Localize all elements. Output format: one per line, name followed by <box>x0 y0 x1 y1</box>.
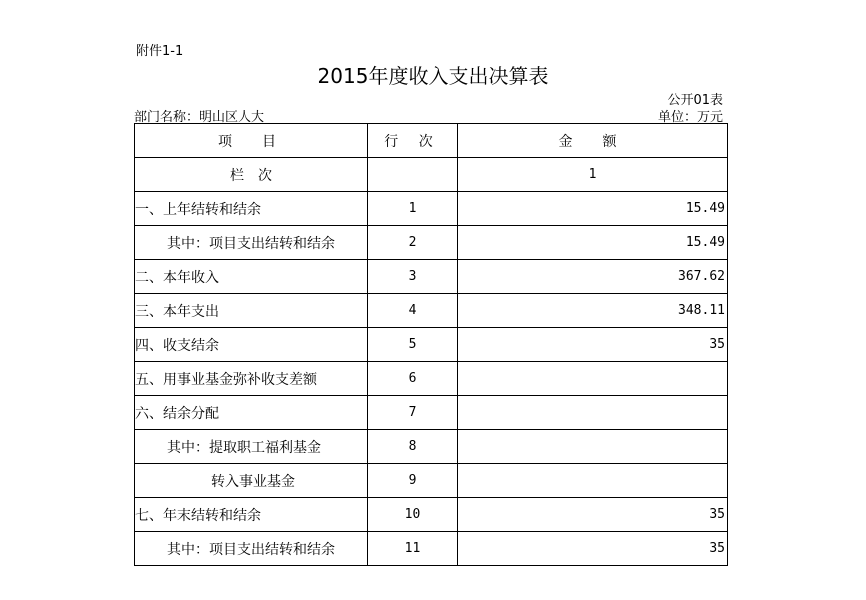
row-line: 1 <box>368 192 458 226</box>
row-amount <box>458 464 728 498</box>
column-number-row <box>135 158 728 192</box>
row-amount: 35 <box>458 498 728 532</box>
row-amount <box>458 396 728 430</box>
row-item: 四、收支结余 <box>135 328 368 362</box>
header-item: 项 目 <box>135 124 368 158</box>
row-line: 2 <box>368 226 458 260</box>
row-line: 8 <box>368 430 458 464</box>
header-amount: 金 额 <box>458 124 728 158</box>
row-amount: 367.62 <box>458 260 728 294</box>
col-label: 栏 次 <box>135 158 368 192</box>
table-row <box>135 532 728 566</box>
row-item: 其中：项目支出结转和结余 <box>135 532 368 566</box>
table-header-row <box>135 124 728 158</box>
page-title: 2015年度收入支出决算表 <box>317 64 549 88</box>
row-amount <box>458 430 728 464</box>
table-row <box>135 294 728 328</box>
department-name: 部门名称：明山区人大 <box>134 110 265 125</box>
table-row <box>135 396 728 430</box>
row-amount: 35 <box>458 328 728 362</box>
row-item: 二、本年收入 <box>135 260 368 294</box>
table-row <box>135 226 728 260</box>
table-row <box>135 362 728 396</box>
table-row <box>135 430 728 464</box>
row-item: 其中：提取职工福利基金 <box>135 430 368 464</box>
row-line: 9 <box>368 464 458 498</box>
budget-table <box>134 123 728 566</box>
row-amount: 15.49 <box>458 226 728 260</box>
row-line: 5 <box>368 328 458 362</box>
row-item: 六、结余分配 <box>135 396 368 430</box>
table-row <box>135 192 728 226</box>
col-line <box>368 158 458 192</box>
row-line: 11 <box>368 532 458 566</box>
row-line: 3 <box>368 260 458 294</box>
row-item: 转入事业基金 <box>135 464 368 498</box>
row-amount: 35 <box>458 532 728 566</box>
row-item: 其中：项目支出结转和结余 <box>135 226 368 260</box>
row-item: 三、本年支出 <box>135 294 368 328</box>
table-row <box>135 498 728 532</box>
form-code: 公开01表 <box>667 93 723 108</box>
header-line: 行 次 <box>368 124 458 158</box>
row-amount: 15.49 <box>458 192 728 226</box>
row-amount: 348.11 <box>458 294 728 328</box>
unit-label: 单位：万元 <box>657 110 723 125</box>
row-item: 七、年末结转和结余 <box>135 498 368 532</box>
row-amount <box>458 362 728 396</box>
table-row <box>135 328 728 362</box>
row-item: 一、上年结转和结余 <box>135 192 368 226</box>
row-line: 4 <box>368 294 458 328</box>
attachment-label: 附件1-1 <box>136 44 184 59</box>
row-item: 五、用事业基金弥补收支差额 <box>135 362 368 396</box>
col-amount: 1 <box>458 158 728 192</box>
table-row <box>135 260 728 294</box>
row-line: 7 <box>368 396 458 430</box>
row-line: 6 <box>368 362 458 396</box>
table-row <box>135 464 728 498</box>
row-line: 10 <box>368 498 458 532</box>
